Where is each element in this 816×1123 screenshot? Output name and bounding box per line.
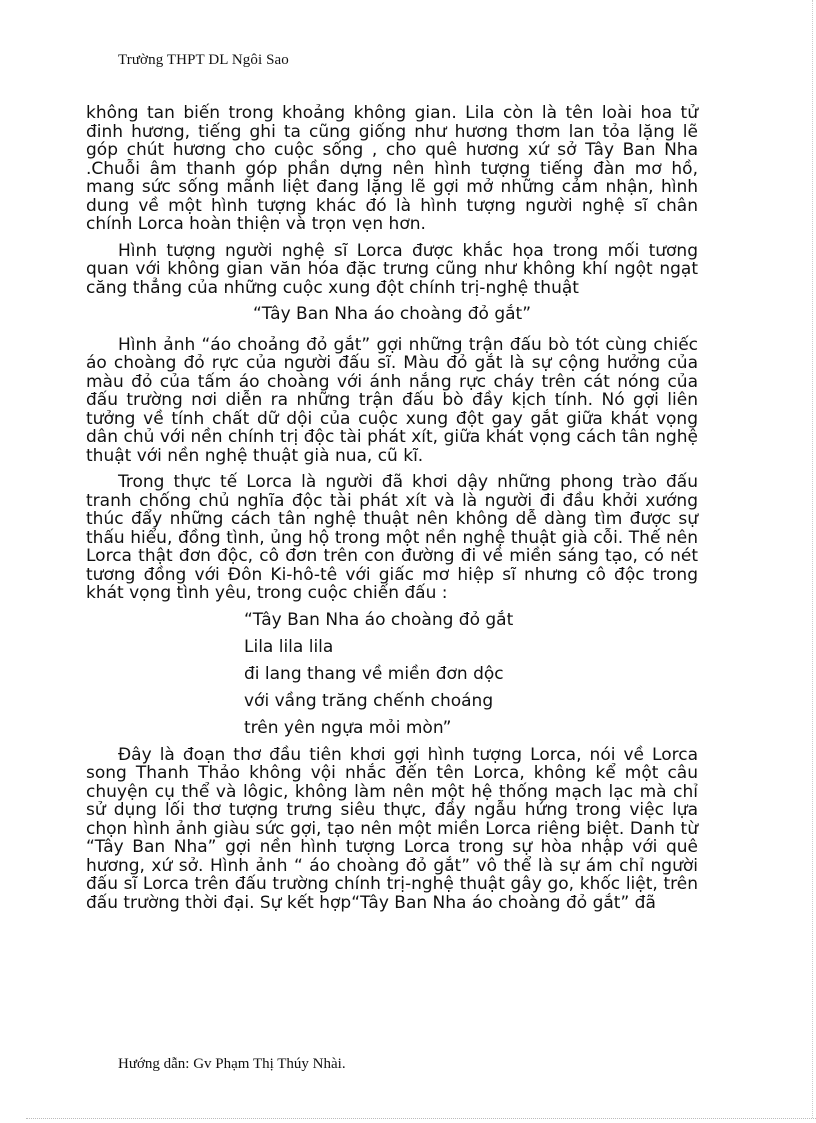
paragraph-lorca-reality: Trong thực tế Lorca là người đã khơi dậy những phong trào đấu tranh chống chủ nghĩa độc tài phát xít và là người đi đầu khởi xướng thúc đẩy những cách tân nghệ thuật nên không dễ dàng tìm được sự thấu hiểu, đồng tình, ủng hộ trong một nền nghệ thuật già cỗi. Thế nên Lorca thật đơn độc, cô đơn trên con đường đi về miền sáng tạo, có nét tương đồng với Đôn Ki-hô-tê với giấc mơ hiệp sĩ nhưng cô độc trong khát vọng tình yêu, trong cuộc chiến đấu :	[86, 472, 698, 603]
paragraph-analysis: Đây là đoạn thơ đầu tiên khơi gợi hình tượng Lorca, nói về Lorca song Thanh Thảo không vội nhắc đến tên Lorca, không kể một câu chuyện cụ thể và lôgic, không làm nên một hệ thống mạch lạc mà chỉ sử dụng lối thơ tượng trưng siêu thực, đầy ngẫu hứng trong việc lựa chọn hình ảnh giàu sức gợi, tạo nên một miền Lorca riêng biệt. Danh từ “Tây Ban Nha” gợi nền hình tượng Lorca trong sự hòa nhập với quê hương, xứ sở. Hình ảnh “ áo choàng đỏ gắt” vô thể là sự ám chỉ người đấu sĩ Lorca trên đấu trường chính trị-nghệ thuật gây go, khốc liệt, trên đấu trường thời đại. Sự kết hợp“Tây Ban Nha áo choàng đỏ gắt” đã	[86, 744, 698, 913]
page-bottom-border	[26, 1118, 816, 1119]
poem-line: với vầng trăng chếnh choáng	[244, 690, 494, 711]
paragraph-continuation: không tan biến trong khoảng không gian. Lila còn là tên loài hoa tử đinh hương, tiếng ghi ta cũng giống như hương thơm lan tỏa lặng lẽ góp chút hương cho cuộc sống , cho quê hương xứ sở Tây Ban Nha .Chuỗi âm thanh góp phần dựng nên hình tượng tiếng đàn mơ hồ, mang sức sống mãnh liệt đang lặng lẽ gợi mở những cảm nhận, hình dung về một hình tượng khác đó là hình tượng người nghệ sĩ chân chính Lorca hoàn thiện và trọn vẹn hơn.	[86, 103, 698, 234]
page-right-border	[812, 0, 813, 1118]
document-body	[86, 104, 698, 920]
paragraph-lorca-image: Hình tượng người nghệ sĩ Lorca được khắc họa trong mối tương quan với không gian văn hóa đặc trưng cũng như không khí ngột ngạt căng thẳng của những cuộc xung đột chính trị-nghệ thuật	[86, 240, 698, 298]
poem-line: đi lang thang về miền đơn dộc	[244, 663, 504, 684]
page-footer-teacher: Hướng dẫn: Gv Phạm Thị Thúy Nhài.	[118, 1056, 346, 1072]
quoted-verse-line: “Tây Ban Nha áo choàng đỏ gắt”	[252, 304, 532, 324]
poem-line: trên yên ngựa mỏi mòn”	[244, 717, 452, 738]
poem-line: Lila lila lila	[244, 636, 334, 657]
page-header-school: Trường THPT DL Ngôi Sao	[118, 52, 289, 68]
poem-line: “Tây Ban Nha áo choàng đỏ gắt	[244, 609, 514, 630]
poem-block	[86, 611, 698, 738]
paragraph-red-cloak: Hình ảnh “áo choảng đỏ gắt” gợi những trận đấu bò tót cùng chiếc áo choàng đỏ rực của người đấu sĩ. Màu đỏ gắt là sự cộng hưởng của màu đỏ của tấm áo choàng với ánh nắng rực cháy trên cát nóng của đấu trường nơi diễn ra những trận đấu bò đầy kịch tính. Nó gợi liên tưởng về tính chất dữ dội của cuộc xung đột gay gắt giữa khát vọng dân chủ với nền chính trị độc tài phát xít, giữa khát vọng cách tân nghệ thuật với nền nghệ thuật già nua, cũ kĩ.	[86, 334, 698, 466]
